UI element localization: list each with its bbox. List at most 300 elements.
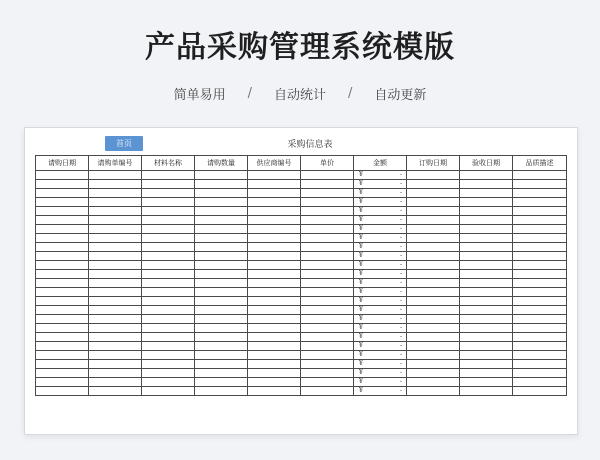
table-cell[interactable]: [248, 180, 301, 189]
table-cell[interactable]: [89, 279, 142, 288]
tagline-item: 自动统计: [273, 88, 326, 103]
table-cell[interactable]: [407, 288, 460, 297]
table-cell[interactable]: [513, 288, 567, 297]
amount-cell[interactable]: [354, 351, 407, 360]
table-cell[interactable]: [89, 297, 142, 306]
currency-symbol: ¥: [359, 378, 363, 385]
table-cell[interactable]: [513, 333, 567, 342]
table-cell[interactable]: [195, 288, 248, 297]
table-cell[interactable]: [248, 360, 301, 369]
table-cell[interactable]: [513, 261, 567, 270]
table-cell[interactable]: [407, 315, 460, 324]
table-cell[interactable]: [142, 387, 195, 396]
table-row: [36, 216, 567, 225]
table-cell[interactable]: [513, 387, 567, 396]
currency-symbol: ¥: [359, 297, 363, 304]
table-cell[interactable]: [301, 378, 354, 387]
table-cell[interactable]: [195, 324, 248, 333]
table-cell[interactable]: [460, 243, 513, 252]
table-cell[interactable]: [36, 342, 89, 351]
amount-cell[interactable]: [354, 234, 407, 243]
table-cell[interactable]: [407, 243, 460, 252]
table-cell[interactable]: [513, 225, 567, 234]
amount-cell[interactable]: [354, 324, 407, 333]
table-cell[interactable]: [513, 180, 567, 189]
table-cell[interactable]: [301, 279, 354, 288]
table-cell[interactable]: [89, 171, 142, 180]
table-cell[interactable]: [195, 234, 248, 243]
table-cell[interactable]: [460, 360, 513, 369]
page-title: 产品采购管理系统模版: [145, 30, 455, 65]
table-cell[interactable]: [407, 279, 460, 288]
table-cell[interactable]: [195, 315, 248, 324]
table-cell[interactable]: [407, 306, 460, 315]
amount-cell[interactable]: [354, 216, 407, 225]
table-cell[interactable]: [248, 315, 301, 324]
table-cell[interactable]: [89, 369, 142, 378]
table-row: [36, 180, 567, 189]
table-cell[interactable]: [460, 351, 513, 360]
amount-placeholder: -: [399, 387, 402, 394]
table-cell[interactable]: [513, 279, 567, 288]
table-cell[interactable]: [36, 351, 89, 360]
amount-cell[interactable]: [354, 225, 407, 234]
amount-placeholder: -: [399, 324, 402, 331]
table-cell[interactable]: [36, 252, 89, 261]
table-cell[interactable]: [195, 333, 248, 342]
table-cell[interactable]: [301, 261, 354, 270]
table-cell[interactable]: [89, 342, 142, 351]
table-cell[interactable]: [513, 171, 567, 180]
amount-placeholder: -: [399, 207, 402, 214]
table-cell[interactable]: [460, 207, 513, 216]
table-cell[interactable]: [513, 315, 567, 324]
table-cell[interactable]: [142, 171, 195, 180]
table-cell[interactable]: [301, 189, 354, 198]
table-cell[interactable]: [460, 333, 513, 342]
table-cell[interactable]: [301, 171, 354, 180]
table-cell[interactable]: [142, 216, 195, 225]
table-cell[interactable]: [36, 189, 89, 198]
column-header: 请购数量: [195, 156, 248, 171]
table-cell[interactable]: [248, 198, 301, 207]
currency-symbol: ¥: [359, 180, 363, 187]
table-body: [36, 171, 567, 396]
table-cell[interactable]: [142, 252, 195, 261]
table-cell[interactable]: [301, 180, 354, 189]
table-cell[interactable]: [142, 180, 195, 189]
table-cell[interactable]: [248, 261, 301, 270]
table-cell[interactable]: [36, 279, 89, 288]
table-cell[interactable]: [513, 198, 567, 207]
table-cell[interactable]: [301, 369, 354, 378]
currency-symbol: ¥: [359, 279, 363, 286]
table-cell[interactable]: [407, 351, 460, 360]
currency-symbol: ¥: [359, 261, 363, 268]
table-cell[interactable]: [460, 198, 513, 207]
table-cell[interactable]: [460, 234, 513, 243]
currency-symbol: ¥: [359, 207, 363, 214]
table-cell[interactable]: [301, 225, 354, 234]
table-cell[interactable]: [142, 243, 195, 252]
table-cell[interactable]: [195, 270, 248, 279]
amount-cell[interactable]: [354, 369, 407, 378]
table-cell[interactable]: [142, 369, 195, 378]
table-cell[interactable]: [460, 288, 513, 297]
amount-cell[interactable]: [354, 207, 407, 216]
amount-cell[interactable]: [354, 306, 407, 315]
table-cell[interactable]: [301, 252, 354, 261]
table-cell[interactable]: [36, 387, 89, 396]
tagline-item: 自动更新: [374, 88, 427, 103]
table-cell[interactable]: [460, 342, 513, 351]
table-cell[interactable]: [142, 378, 195, 387]
amount-placeholder: -: [399, 171, 402, 178]
table-cell[interactable]: [460, 306, 513, 315]
table-cell[interactable]: [89, 351, 142, 360]
table-cell[interactable]: [248, 207, 301, 216]
table-cell[interactable]: [248, 243, 301, 252]
table-cell[interactable]: [36, 243, 89, 252]
table-cell[interactable]: [89, 252, 142, 261]
table-cell[interactable]: [460, 369, 513, 378]
table-cell[interactable]: [248, 333, 301, 342]
table-cell[interactable]: [248, 252, 301, 261]
table-cell[interactable]: [407, 297, 460, 306]
table-cell[interactable]: [142, 342, 195, 351]
table-cell[interactable]: [195, 261, 248, 270]
table-cell[interactable]: [407, 369, 460, 378]
table-cell[interactable]: [513, 243, 567, 252]
table-cell[interactable]: [460, 171, 513, 180]
table-cell[interactable]: [248, 306, 301, 315]
amount-placeholder: -: [399, 198, 402, 205]
amount-cell[interactable]: [354, 315, 407, 324]
table-row: [36, 360, 567, 369]
table-cell[interactable]: [195, 180, 248, 189]
table-cell[interactable]: [513, 369, 567, 378]
table-cell[interactable]: [89, 225, 142, 234]
table-cell[interactable]: [142, 234, 195, 243]
table-cell[interactable]: [36, 198, 89, 207]
table-cell[interactable]: [513, 324, 567, 333]
table-cell[interactable]: [513, 378, 567, 387]
table-cell[interactable]: [195, 297, 248, 306]
currency-symbol: ¥: [359, 369, 363, 376]
table-cell[interactable]: [89, 324, 142, 333]
table-cell[interactable]: [195, 369, 248, 378]
table-cell[interactable]: [89, 234, 142, 243]
table-cell[interactable]: [513, 189, 567, 198]
table-cell[interactable]: [89, 243, 142, 252]
table-cell[interactable]: [248, 216, 301, 225]
table-row: [36, 189, 567, 198]
amount-placeholder: -: [399, 306, 402, 313]
table-cell[interactable]: [89, 387, 142, 396]
table-cell[interactable]: [513, 207, 567, 216]
table-cell[interactable]: [36, 225, 89, 234]
table-cell[interactable]: [142, 324, 195, 333]
table-cell[interactable]: [36, 306, 89, 315]
home-button[interactable]: 首页: [105, 136, 143, 151]
amount-cell[interactable]: [354, 198, 407, 207]
table-cell[interactable]: [407, 234, 460, 243]
amount-cell[interactable]: [354, 279, 407, 288]
table-cell[interactable]: [89, 360, 142, 369]
table-cell[interactable]: [407, 198, 460, 207]
currency-symbol: ¥: [359, 225, 363, 232]
table-cell[interactable]: [460, 252, 513, 261]
table-cell[interactable]: [142, 270, 195, 279]
table-cell[interactable]: [248, 270, 301, 279]
table-cell[interactable]: [407, 216, 460, 225]
table-cell[interactable]: [301, 333, 354, 342]
table-cell[interactable]: [195, 225, 248, 234]
table-cell[interactable]: [301, 351, 354, 360]
amount-cell[interactable]: [354, 378, 407, 387]
table-cell[interactable]: [36, 315, 89, 324]
table-row: [36, 297, 567, 306]
table-cell[interactable]: [195, 351, 248, 360]
table-cell[interactable]: [195, 387, 248, 396]
spreadsheet-preview: [24, 127, 578, 435]
table-cell[interactable]: [142, 360, 195, 369]
table-cell[interactable]: [89, 261, 142, 270]
table-cell[interactable]: [248, 171, 301, 180]
currency-symbol: ¥: [359, 387, 363, 394]
table-cell[interactable]: [142, 198, 195, 207]
table-cell[interactable]: [89, 180, 142, 189]
table-cell[interactable]: [89, 216, 142, 225]
table-cell[interactable]: [513, 297, 567, 306]
table-row: [36, 243, 567, 252]
amount-placeholder: -: [399, 297, 402, 304]
table-cell[interactable]: [36, 270, 89, 279]
purchase-table: [35, 155, 567, 396]
table-cell[interactable]: [248, 189, 301, 198]
table-cell[interactable]: [142, 207, 195, 216]
table-row: [36, 324, 567, 333]
table-cell[interactable]: [248, 297, 301, 306]
table-cell[interactable]: [513, 342, 567, 351]
table-cell[interactable]: [513, 252, 567, 261]
table-row: [36, 234, 567, 243]
table-cell[interactable]: [407, 207, 460, 216]
table-cell[interactable]: [513, 351, 567, 360]
table-cell[interactable]: [36, 297, 89, 306]
table-cell[interactable]: [36, 180, 89, 189]
table-cell[interactable]: [142, 315, 195, 324]
table-cell[interactable]: [36, 207, 89, 216]
table-cell[interactable]: [513, 306, 567, 315]
table-cell[interactable]: [248, 387, 301, 396]
table-cell[interactable]: [301, 243, 354, 252]
table-row: [36, 378, 567, 387]
table-cell[interactable]: [248, 342, 301, 351]
table-cell[interactable]: [460, 216, 513, 225]
amount-cell[interactable]: [354, 243, 407, 252]
table-cell[interactable]: [36, 261, 89, 270]
amount-cell[interactable]: [354, 261, 407, 270]
table-cell[interactable]: [89, 189, 142, 198]
table-cell[interactable]: [301, 324, 354, 333]
table-cell[interactable]: [195, 198, 248, 207]
amount-cell[interactable]: [354, 360, 407, 369]
amount-cell[interactable]: [354, 252, 407, 261]
table-cell[interactable]: [513, 234, 567, 243]
table-cell[interactable]: [301, 360, 354, 369]
table-cell[interactable]: [301, 387, 354, 396]
table-cell[interactable]: [195, 378, 248, 387]
table-cell[interactable]: [513, 216, 567, 225]
table-cell[interactable]: [301, 216, 354, 225]
table-cell[interactable]: [142, 351, 195, 360]
amount-cell[interactable]: [354, 189, 407, 198]
amount-placeholder: -: [399, 369, 402, 376]
table-cell[interactable]: [301, 297, 354, 306]
table-cell[interactable]: [195, 252, 248, 261]
table-cell[interactable]: [301, 306, 354, 315]
table-cell[interactable]: [301, 288, 354, 297]
table-cell[interactable]: [407, 270, 460, 279]
table-cell[interactable]: [460, 378, 513, 387]
table-cell[interactable]: [142, 225, 195, 234]
table-cell[interactable]: [407, 189, 460, 198]
currency-symbol: ¥: [359, 324, 363, 331]
table-cell[interactable]: [248, 324, 301, 333]
table-cell[interactable]: [407, 171, 460, 180]
table-cell[interactable]: [513, 360, 567, 369]
table-cell[interactable]: [407, 378, 460, 387]
table-cell[interactable]: [407, 261, 460, 270]
table-cell[interactable]: [36, 216, 89, 225]
table-cell[interactable]: [195, 342, 248, 351]
table-cell[interactable]: [460, 261, 513, 270]
table-cell[interactable]: [301, 207, 354, 216]
table-cell[interactable]: [248, 234, 301, 243]
table-cell[interactable]: [301, 234, 354, 243]
table-cell[interactable]: [248, 279, 301, 288]
column-header: 验收日期: [460, 156, 513, 171]
amount-cell[interactable]: [354, 333, 407, 342]
amount-cell[interactable]: [354, 387, 407, 396]
table-cell[interactable]: [142, 189, 195, 198]
table-row: [36, 171, 567, 180]
table-row: [36, 315, 567, 324]
table-cell[interactable]: [407, 225, 460, 234]
table-cell[interactable]: [460, 225, 513, 234]
table-cell[interactable]: [460, 324, 513, 333]
table-cell[interactable]: [460, 387, 513, 396]
table-cell[interactable]: [248, 378, 301, 387]
table-cell[interactable]: [460, 189, 513, 198]
table-cell[interactable]: [195, 306, 248, 315]
table-cell[interactable]: [36, 288, 89, 297]
table-cell[interactable]: [89, 378, 142, 387]
table-cell[interactable]: [460, 270, 513, 279]
amount-cell[interactable]: [354, 288, 407, 297]
table-row: [36, 333, 567, 342]
table-cell[interactable]: [195, 189, 248, 198]
amount-placeholder: -: [399, 225, 402, 232]
table-cell[interactable]: [407, 360, 460, 369]
table-cell[interactable]: [301, 270, 354, 279]
table-cell[interactable]: [460, 180, 513, 189]
amount-cell[interactable]: [354, 171, 407, 180]
table-cell[interactable]: [195, 216, 248, 225]
table-cell[interactable]: [248, 225, 301, 234]
column-header: 请购日期: [36, 156, 89, 171]
table-cell[interactable]: [36, 360, 89, 369]
table-cell[interactable]: [89, 288, 142, 297]
table-cell[interactable]: [407, 180, 460, 189]
table-cell[interactable]: [248, 351, 301, 360]
table-cell[interactable]: [142, 288, 195, 297]
amount-cell[interactable]: [354, 180, 407, 189]
table-cell[interactable]: [407, 387, 460, 396]
table-cell[interactable]: [142, 333, 195, 342]
amount-placeholder: -: [399, 288, 402, 295]
amount-cell[interactable]: [354, 342, 407, 351]
table-cell[interactable]: [195, 207, 248, 216]
currency-symbol: ¥: [359, 198, 363, 205]
table-cell[interactable]: [36, 234, 89, 243]
table-cell[interactable]: [301, 342, 354, 351]
table-cell[interactable]: [36, 171, 89, 180]
amount-placeholder: -: [399, 243, 402, 250]
table-cell[interactable]: [195, 171, 248, 180]
table-cell[interactable]: [513, 270, 567, 279]
table-cell[interactable]: [460, 279, 513, 288]
table-cell[interactable]: [36, 369, 89, 378]
table-cell[interactable]: [89, 306, 142, 315]
amount-placeholder: -: [399, 180, 402, 187]
table-cell[interactable]: [89, 270, 142, 279]
table-cell[interactable]: [407, 342, 460, 351]
table-cell[interactable]: [142, 306, 195, 315]
table-row: [36, 252, 567, 261]
table-cell[interactable]: [36, 333, 89, 342]
table-cell[interactable]: [36, 324, 89, 333]
table-cell[interactable]: [36, 378, 89, 387]
table-cell[interactable]: [248, 288, 301, 297]
amount-cell[interactable]: [354, 270, 407, 279]
table-cell[interactable]: [195, 279, 248, 288]
table-cell[interactable]: [142, 279, 195, 288]
table-cell[interactable]: [89, 198, 142, 207]
table-cell[interactable]: [89, 207, 142, 216]
table-cell[interactable]: [460, 315, 513, 324]
table-cell[interactable]: [301, 315, 354, 324]
amount-cell[interactable]: [354, 297, 407, 306]
table-cell[interactable]: [407, 324, 460, 333]
table-cell[interactable]: [142, 261, 195, 270]
table-cell[interactable]: [301, 198, 354, 207]
table-cell[interactable]: [248, 369, 301, 378]
amount-placeholder: -: [399, 378, 402, 385]
amount-placeholder: -: [399, 315, 402, 322]
table-cell[interactable]: [407, 252, 460, 261]
tagline-separator: /: [348, 86, 353, 101]
table-cell[interactable]: [89, 333, 142, 342]
table-cell[interactable]: [195, 243, 248, 252]
column-header: 请购单编号: [89, 156, 142, 171]
table-cell[interactable]: [195, 360, 248, 369]
table-cell[interactable]: [142, 297, 195, 306]
table-cell[interactable]: [407, 333, 460, 342]
table-cell[interactable]: [89, 315, 142, 324]
table-cell[interactable]: [460, 297, 513, 306]
